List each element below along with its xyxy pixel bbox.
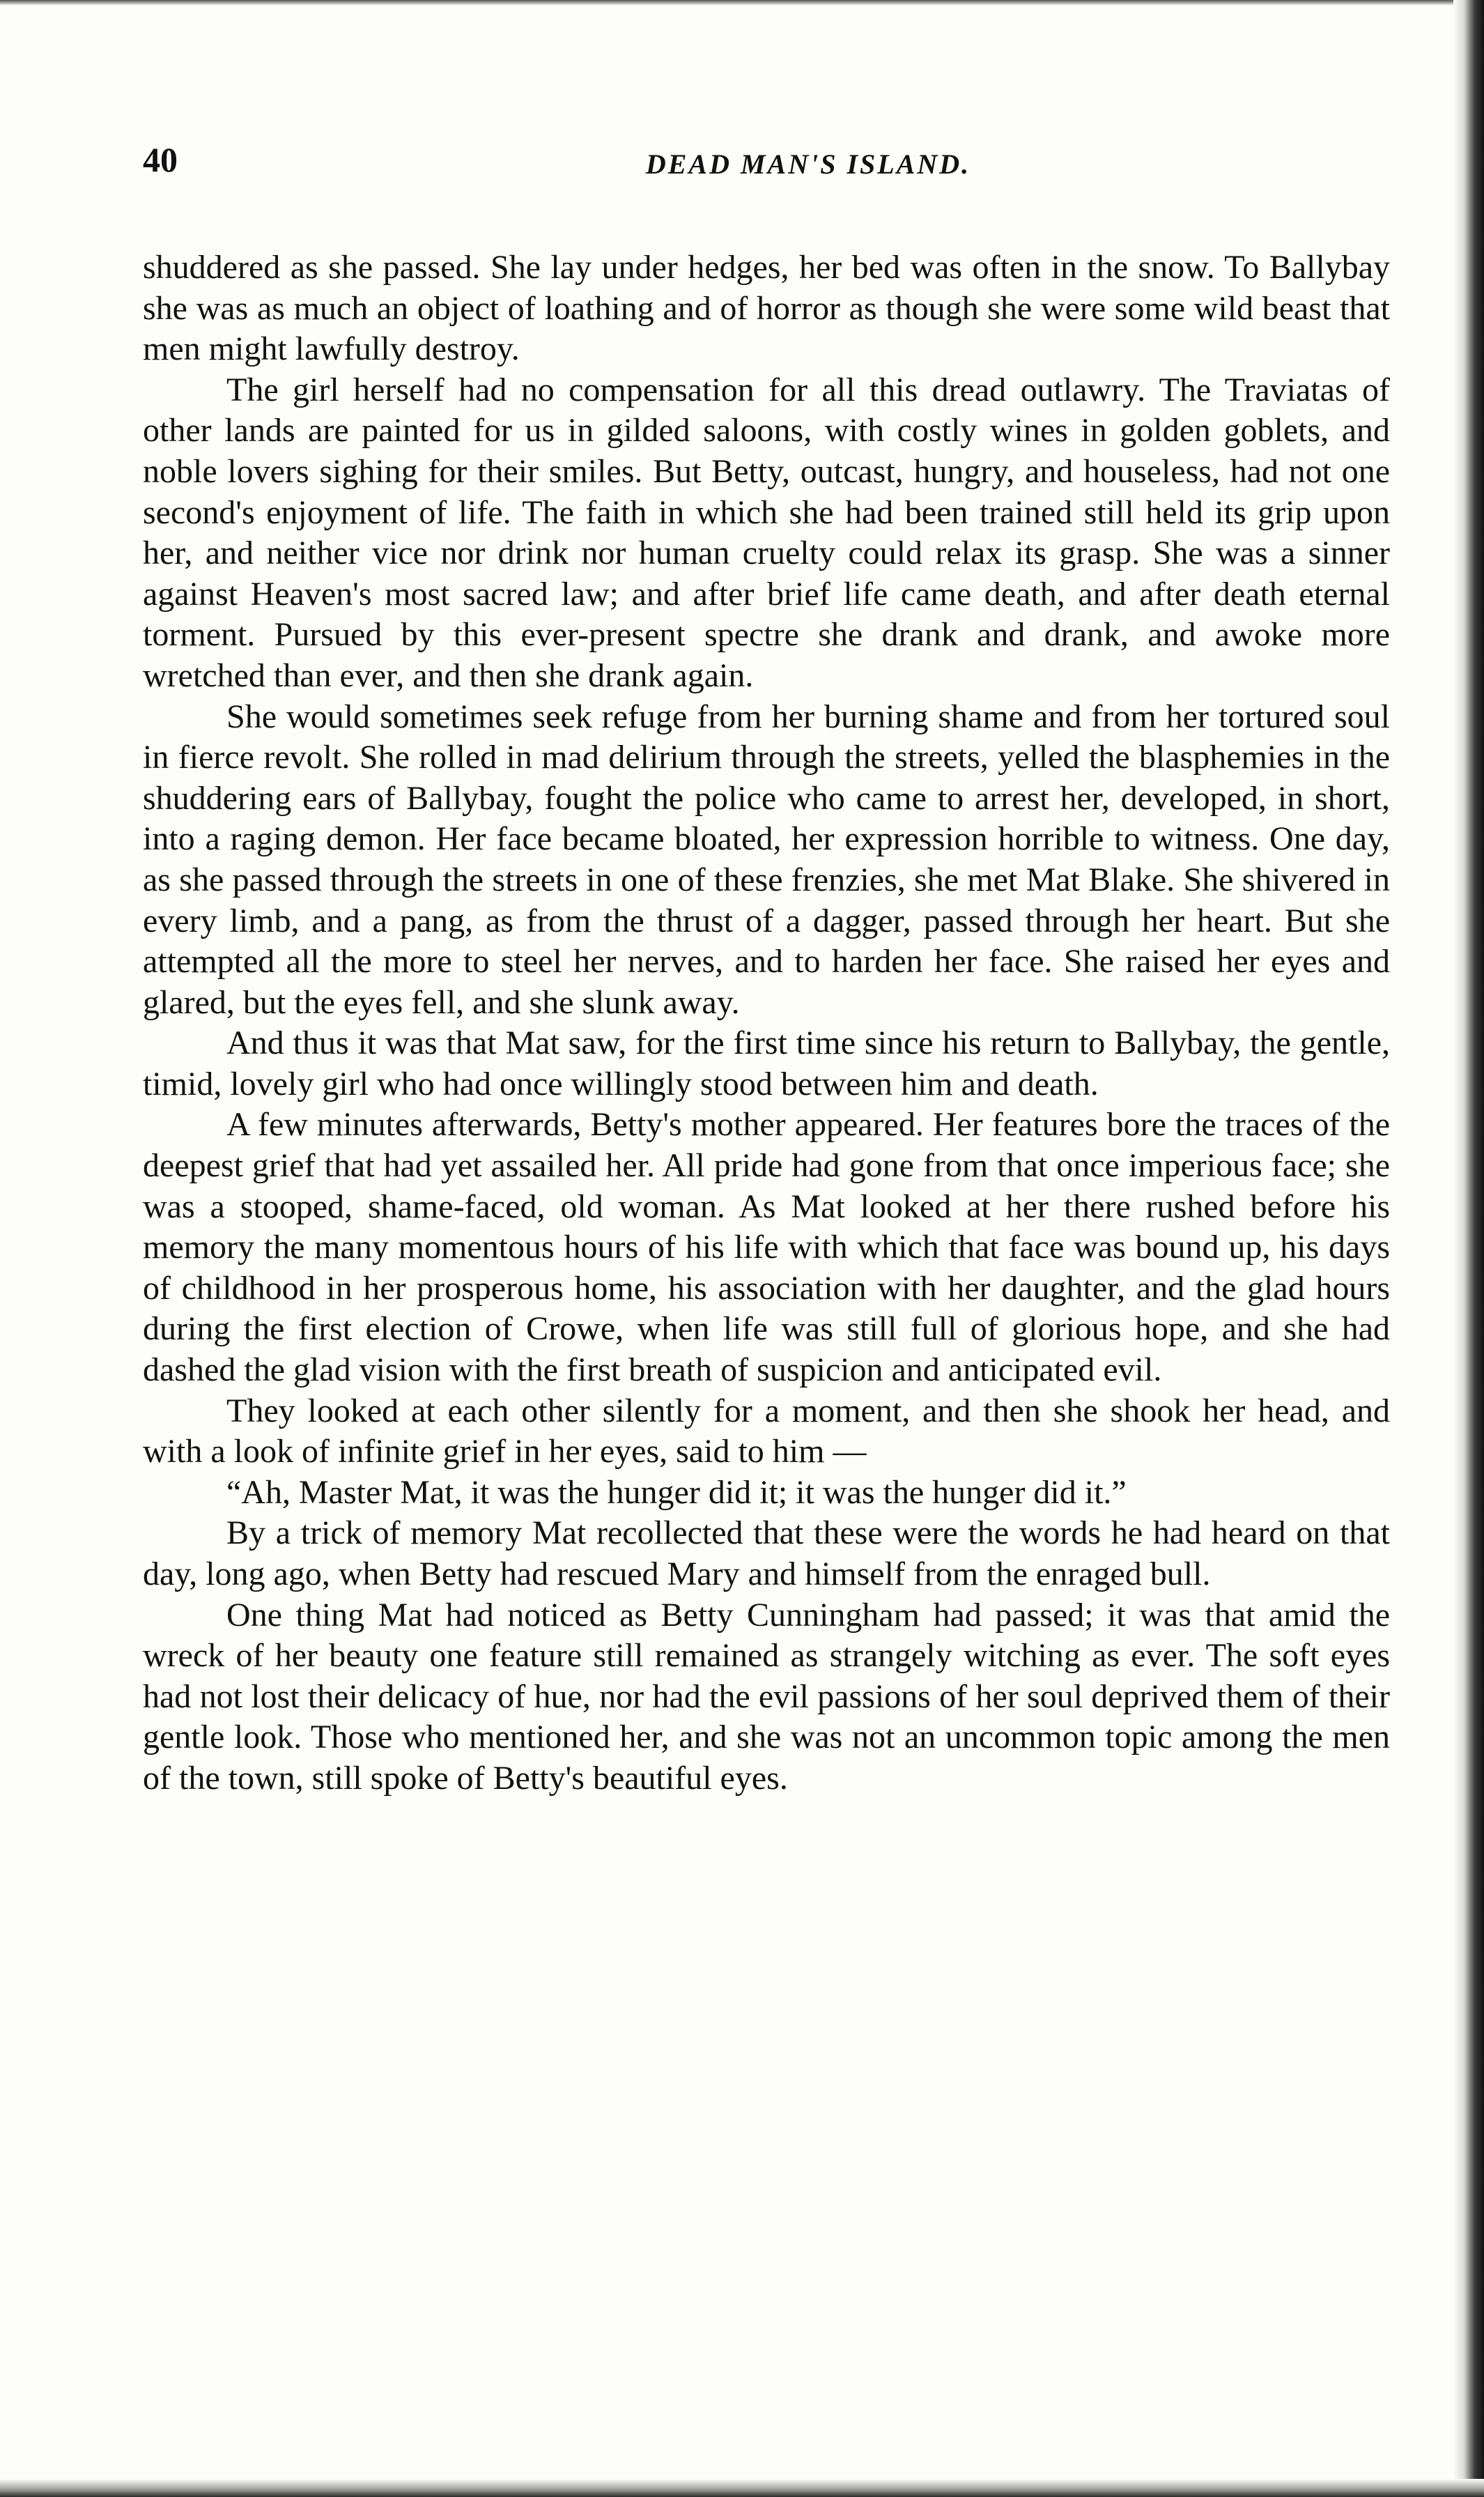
paragraph-2: The girl herself had no compensation for all this dread outlawry. The Traviatas of other lands are painted for us in gilded saloons, with costly wines in golden goblets, and noble lovers sighing for their smiles. But Betty, outcast, hungry, and houseless, had not one second's enjoyment of life. The faith in which she had been trained still held its grip upon her, and neither vice nor drink nor human cruelty could relax its grasp. She was a sinner against Heaven's most sacred law; and after brief life came death, and after death eternal torment. Pursued by this ever-present spectre she drank and drank, and awoke more wretched than ever, and then she drank again. [143,371,1390,694]
paragraph-6: They looked at each other silently for a moment, and then she shook her head, and with a look of infinite grief in her eyes, said to him — [143,1392,1390,1470]
paragraph-7: “Ah, Master Mat, it was the hunger did it; it was the hunger did it.” [226,1473,1127,1511]
page-right-edge [1453,0,1484,2497]
body-text [143,247,1390,1799]
page-bottom-edge [0,2479,1484,2497]
paragraph-9: One thing Mat had noticed as Betty Cunningham had passed; it was that amid the wreck of her beauty one feature still remained as strangely witching as ever. The soft eyes had not lost their delicacy of hue, nor had the evil passions of her soul deprived them of their gentle look. Those who mentioned her, and she was not an uncommon topic among the men of the town, still spoke of Betty's beautiful eyes. [143,1596,1390,1797]
running-title: DEAD MAN'S ISLAND. [645,148,971,180]
page-header [143,139,1390,195]
paragraph-4: And thus it was that Mat saw, for the first time since his return to Ballybay, the gentle, timid, lovely girl who had once willingly stood between him and death. [143,1024,1390,1102]
page-number: 40 [143,140,178,179]
paragraph-1: shuddered as she passed. She lay under hedges, her bed was often in the snow. To Ballybay she was as much an object of loathing and of horror as though she were some wild beast that men might lawfully destroy. [143,249,1390,368]
paragraph-8: By a trick of memory Mat recollected that these were the words he had heard on that day, long ago, when Betty had rescued Mary and himself from the enraged bull. [143,1514,1390,1592]
paragraph-3: She would sometimes seek refuge from her burning shame and from her tortured soul in fierce revolt. She rolled in mad delirium through the streets, yelled the blasphemies in the shuddering ears of Ballybay, fought the police who came to arrest her, developed, in short, into a raging demon. Her face became bloated, her expression horrible to witness. One day, as she passed through the streets in one of these frenzies, she met Mat Blake. She shivered in every limb, and a pang, as from the thrust of a dagger, passed through her heart. But she attempted all the more to steel her nerves, and to harden her face. She raised her eyes and glared, but the eyes fell, and she slunk away. [143,698,1390,1021]
paragraph-5: A few minutes afterwards, Betty's mother appeared. Her features bore the traces of the deepest grief that had yet assailed her. All pride had gone from that once imperious face; she was a stooped, shame-faced, old woman. As Mat looked at her there rushed before his memory the many momentous hours of his life with which that face was bound up, his days of childhood in her prosperous home, his association with her daughter, and the glad hours during the first election of Crowe, when life was still full of glorious hope, and she had dashed the glad vision with the first breath of suspicion and anticipated evil. [143,1106,1390,1389]
page-top-edge [0,0,1484,6]
